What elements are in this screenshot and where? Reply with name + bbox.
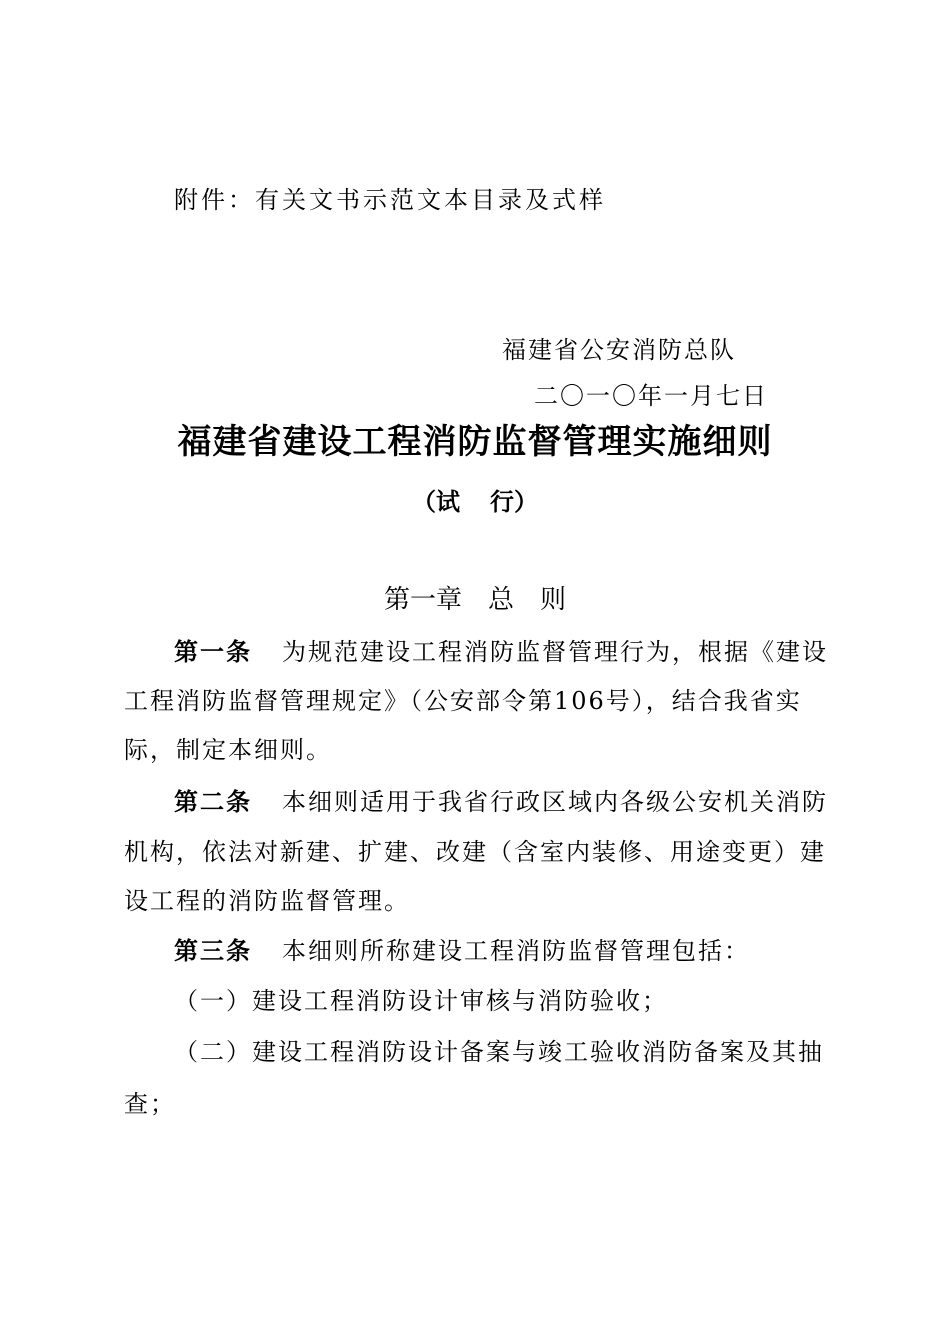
document-subtitle <box>0 486 950 518</box>
article-1-line-2: 工程消防监督管理规定》（公安部令第106号），结合我省实 <box>124 687 802 715</box>
article-3-heading: 第三条 <box>174 937 252 965</box>
article-2-heading: 第二条 <box>174 788 252 816</box>
chapter-title-part2: 则 <box>540 585 567 615</box>
article-1-line-3: 际，制定本细则。 <box>124 736 332 764</box>
item-1-line-1: （一）建设工程消防设计审核与消防验收； <box>174 987 668 1015</box>
article-3-line-1 <box>174 935 750 967</box>
article-3-text-1: 本细则所称建设工程消防监督管理包括： <box>282 937 750 965</box>
article-1-text-1: 为规范建设工程消防监督管理行为，根据《建设 <box>282 638 828 666</box>
chapter-heading <box>0 584 950 616</box>
chapter-number: 第一章 <box>383 585 462 615</box>
issuer-name: 福建省公安消防总队 <box>502 336 736 364</box>
article-2-text-1: 本细则适用于我省行政区域内各级公安机关消防 <box>282 788 828 816</box>
article-2-line-3: 设工程的消防监督管理。 <box>124 887 410 915</box>
subtitle-open: （试 <box>412 487 460 516</box>
subtitle-close: 行） <box>490 487 538 516</box>
article-1-heading: 第一条 <box>174 638 252 666</box>
article-2-line-2: 机构，依法对新建、扩建、改建（含室内装修、用途变更）建 <box>124 838 826 866</box>
article-1-line-1 <box>174 636 828 668</box>
issue-date: 二〇一〇年一月七日 <box>534 382 768 410</box>
item-2-line-2: 查； <box>124 1090 176 1118</box>
attachment-line: 附件：有关文书示范文本目录及式样 <box>174 186 606 214</box>
article-2-line-1 <box>174 786 828 818</box>
item-2-line-1: （二）建设工程消防设计备案与竣工验收消防备案及其抽 <box>174 1038 824 1066</box>
document-title: 福建省建设工程消防监督管理实施细则 <box>177 422 773 462</box>
chapter-title-part1: 总 <box>487 585 514 615</box>
